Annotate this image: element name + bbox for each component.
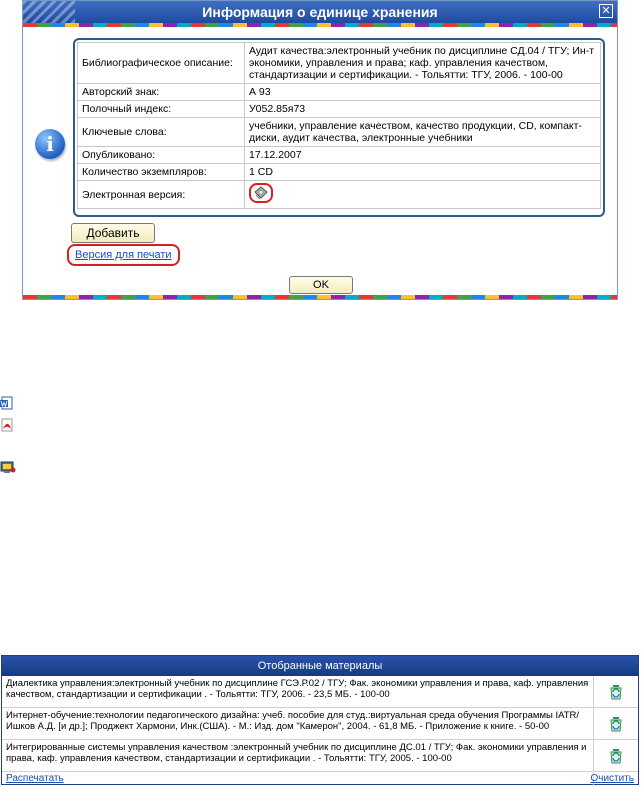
- column-divider: [593, 740, 594, 771]
- field-value: 17.12.2007: [245, 147, 601, 164]
- dialog-titlebar: [23, 1, 617, 23]
- field-row-copies: [78, 164, 601, 181]
- print-link[interactable]: Распечатать: [6, 773, 64, 784]
- field-label: Электронная версия:: [78, 181, 245, 209]
- field-label: Опубликовано:: [78, 147, 245, 164]
- info-table-frame: [73, 38, 605, 217]
- field-value: У052.85я73: [245, 101, 601, 118]
- field-value: А 93: [245, 84, 601, 101]
- selected-materials-panel: [1, 655, 639, 785]
- field-value: учебники, управление качеством, качество продукции, CD, компакт-диски, аудит качества, электронные учебники: [245, 118, 601, 147]
- pdf-icon[interactable]: [0, 418, 16, 432]
- field-label: Количество экземпляров:: [78, 164, 245, 181]
- panel-title: Отобранные материалы: [2, 656, 638, 676]
- storage-info-dialog: [22, 0, 618, 300]
- color-stripe-bottom: [23, 295, 617, 299]
- recycle-icon[interactable]: [608, 684, 624, 700]
- print-version-link[interactable]: Версия для печати: [67, 244, 180, 266]
- field-label: Полочный индекс:: [78, 101, 245, 118]
- cd-disk-icon[interactable]: [249, 183, 273, 203]
- dialog-title: Информация о единице хранения: [202, 4, 438, 20]
- word-doc-icon[interactable]: [0, 396, 16, 410]
- field-value: [245, 181, 601, 209]
- field-row-keywords: [78, 118, 601, 147]
- add-button[interactable]: Добавить: [71, 223, 155, 243]
- field-label: Ключевые слова:: [78, 118, 245, 147]
- recycle-icon[interactable]: [608, 716, 624, 732]
- list-item: [2, 676, 638, 708]
- material-description: Диалектика управления:электронный учебник по дисциплине ГСЭ.Р.02 / ТГУ; Фак. экономики управления и права, каф. управления качеством, стандартизации и сертификации . - Тольятти: ТГУ, 2006. - 23,5 МБ. - 100-00: [6, 678, 589, 700]
- media-icon[interactable]: [0, 460, 16, 474]
- field-row-published: [78, 147, 601, 164]
- field-row-electronic-version: [78, 181, 601, 209]
- field-value: Аудит качества:электронный учебник по дисциплине СД.04 / ТГУ; Ин-т экономики, управления и права; каф. управления качеством, стандартизации и сертификации. - Тольятти: ТГУ, 2006. - 100-00: [245, 43, 601, 84]
- recycle-icon[interactable]: [608, 748, 624, 764]
- info-table: [77, 42, 601, 209]
- field-label: Библиографическое описание:: [78, 43, 245, 84]
- material-description: Интегрированные системы управления качеством :электронный учебник по дисциплине ДС.01 / ТГУ; Фак. экономики управления и права, каф. управления качеством, стандартизации и сертификации . - Тольятти: ТГУ, 2005. - 100-00: [6, 742, 587, 764]
- field-row-description: [78, 43, 601, 84]
- close-icon[interactable]: ✕: [599, 4, 613, 18]
- material-description: Интернет-обучение:технологии педагогического дизайна: учеб. пособие для студ.:виртуальная среда обучения Программы IATR/ Ишков А.Д. [и др.]; Проджект Хармони, Инк.(США). - М.: Изд. дом "Камерон", 2004. - 61,8 МБ. - Приложение к книге. - 50-00: [6, 710, 580, 732]
- column-divider: [593, 676, 594, 707]
- clear-link[interactable]: Очистить: [590, 773, 634, 784]
- list-item: [2, 708, 638, 740]
- field-row-author-mark: [78, 84, 601, 101]
- color-stripe-top: [23, 23, 617, 27]
- titlebar-decoration: [23, 1, 75, 23]
- info-icon: i: [35, 129, 65, 159]
- field-value: 1 CD: [245, 164, 601, 181]
- field-label: Авторский знак:: [78, 84, 245, 101]
- list-item: [2, 740, 638, 772]
- field-row-shelf-index: [78, 101, 601, 118]
- panel-footer: [2, 772, 638, 786]
- column-divider: [593, 708, 594, 739]
- ok-button[interactable]: OK: [289, 276, 353, 294]
